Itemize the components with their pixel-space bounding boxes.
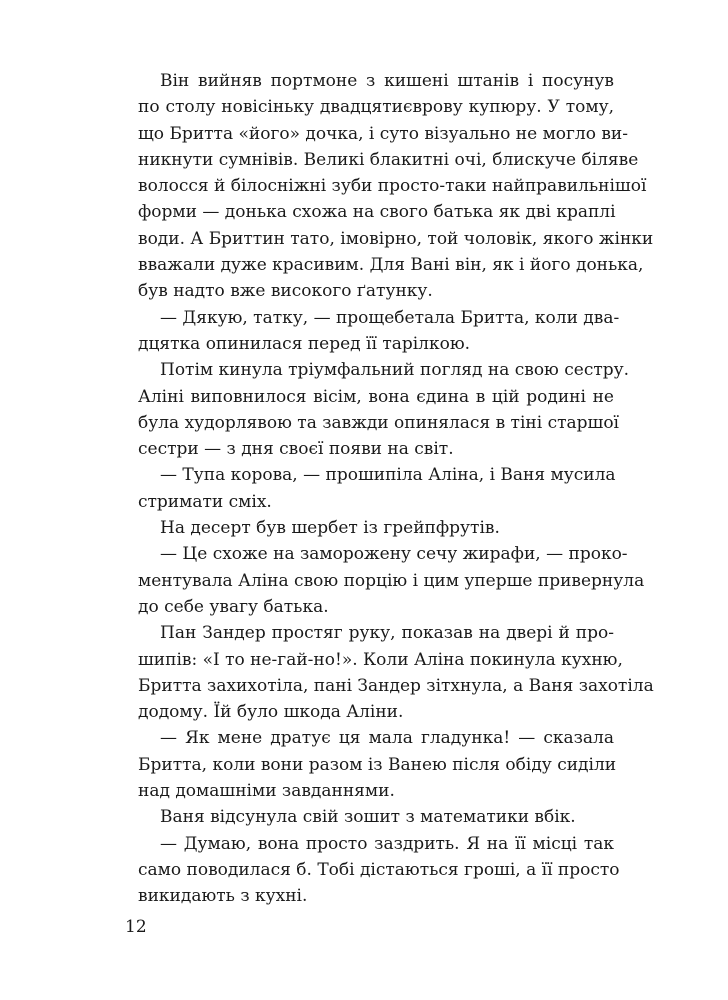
- text-line: Пан Зандер простяг руку, показав на двері й про-: [160, 623, 614, 644]
- text-line: Бритта захихотіла, пані Зандер зітхнула, а Ваня захотіла: [138, 675, 654, 696]
- text-line: волосся й білосніжні зуби просто-таки найправильнішої: [138, 176, 647, 197]
- text-line: ментувала Аліна свою порцію і цим уперше привернула: [138, 570, 645, 591]
- text-line: по столу новісіньку двадцятиєврову купюру. У тому,: [138, 97, 614, 118]
- text-line: що Бритта «його» дочка, і суто візуально не могло ви-: [138, 123, 629, 144]
- text-line: вважали дуже красивим. Для Вані він, як і його донька,: [138, 255, 644, 276]
- paragraph: [138, 515, 614, 541]
- paragraph: [138, 831, 620, 910]
- text-line: шипів: «І то не-гай-но!». Коли Аліна покинула кухню,: [138, 649, 623, 670]
- text-line: був надто вже високого ґатунку.: [138, 281, 433, 302]
- text-line: — Як мене дратує ця мала гладунка! — сказала: [160, 728, 614, 749]
- text-line: — Дякую, татку, — прощебетала Бритта, коли два-: [160, 307, 620, 328]
- text-line: — Це схоже на заморожену сечу жирафи, — проко-: [160, 544, 628, 565]
- paragraph: [138, 725, 617, 804]
- text-line: сестри — з дня своєї появи на світ.: [138, 439, 454, 460]
- text-line: стримати сміх.: [138, 491, 272, 512]
- text-line: Він вийняв портмоне з кишені штанів і посунув: [160, 71, 614, 91]
- body-text: [138, 68, 654, 910]
- paragraph: [138, 804, 614, 830]
- text-line: Потім кинула тріумфальний погляд на свою сестру.: [160, 360, 630, 381]
- paragraph: [138, 305, 620, 358]
- paragraph: [138, 541, 645, 620]
- text-line: дцятка опинилася перед її тарілкою.: [138, 333, 471, 354]
- text-line: Бритта, коли вони разом із Ванею після обіду сиділи: [138, 754, 617, 775]
- paragraph: [138, 68, 654, 305]
- text-line: — Думаю, вона просто заздрить. Я на її місці так: [160, 833, 614, 854]
- text-line: була худорлявою та завжди опинялася в тіні старшої: [138, 412, 619, 433]
- text-line: до себе увагу батька.: [138, 596, 329, 617]
- paragraph: [138, 620, 654, 725]
- text-line: само поводилася б. Тобі дістаються гроші, а її просто: [138, 859, 620, 880]
- text-line: На десерт був шербет із грейпфрутів.: [160, 518, 500, 539]
- text-line: над домашніми завданнями.: [138, 781, 395, 802]
- text-line: додому. Їй було шкода Аліни.: [138, 702, 404, 723]
- paragraph: [138, 462, 614, 515]
- page-number: 12: [125, 917, 147, 937]
- text-line: викидають з кухні.: [138, 886, 308, 907]
- text-line: — Тупа корова, — прошипіла Аліна, і Ваня мусила: [160, 465, 616, 486]
- text-line: Ваня відсунула свій зошит з математики вбік.: [160, 807, 576, 828]
- text-line: Аліні виповнилося вісім, вона єдина в цій родині не: [138, 386, 614, 407]
- text-line: никнути сумнівів. Великі блакитні очі, блискуче біляве: [138, 149, 639, 170]
- text-line: форми — донька схожа на свого батька як дві краплі: [138, 202, 616, 223]
- text-line: води. А Бриттин тато, імовірно, той чоловік, якого жінки: [138, 228, 654, 249]
- paragraph: [138, 357, 630, 462]
